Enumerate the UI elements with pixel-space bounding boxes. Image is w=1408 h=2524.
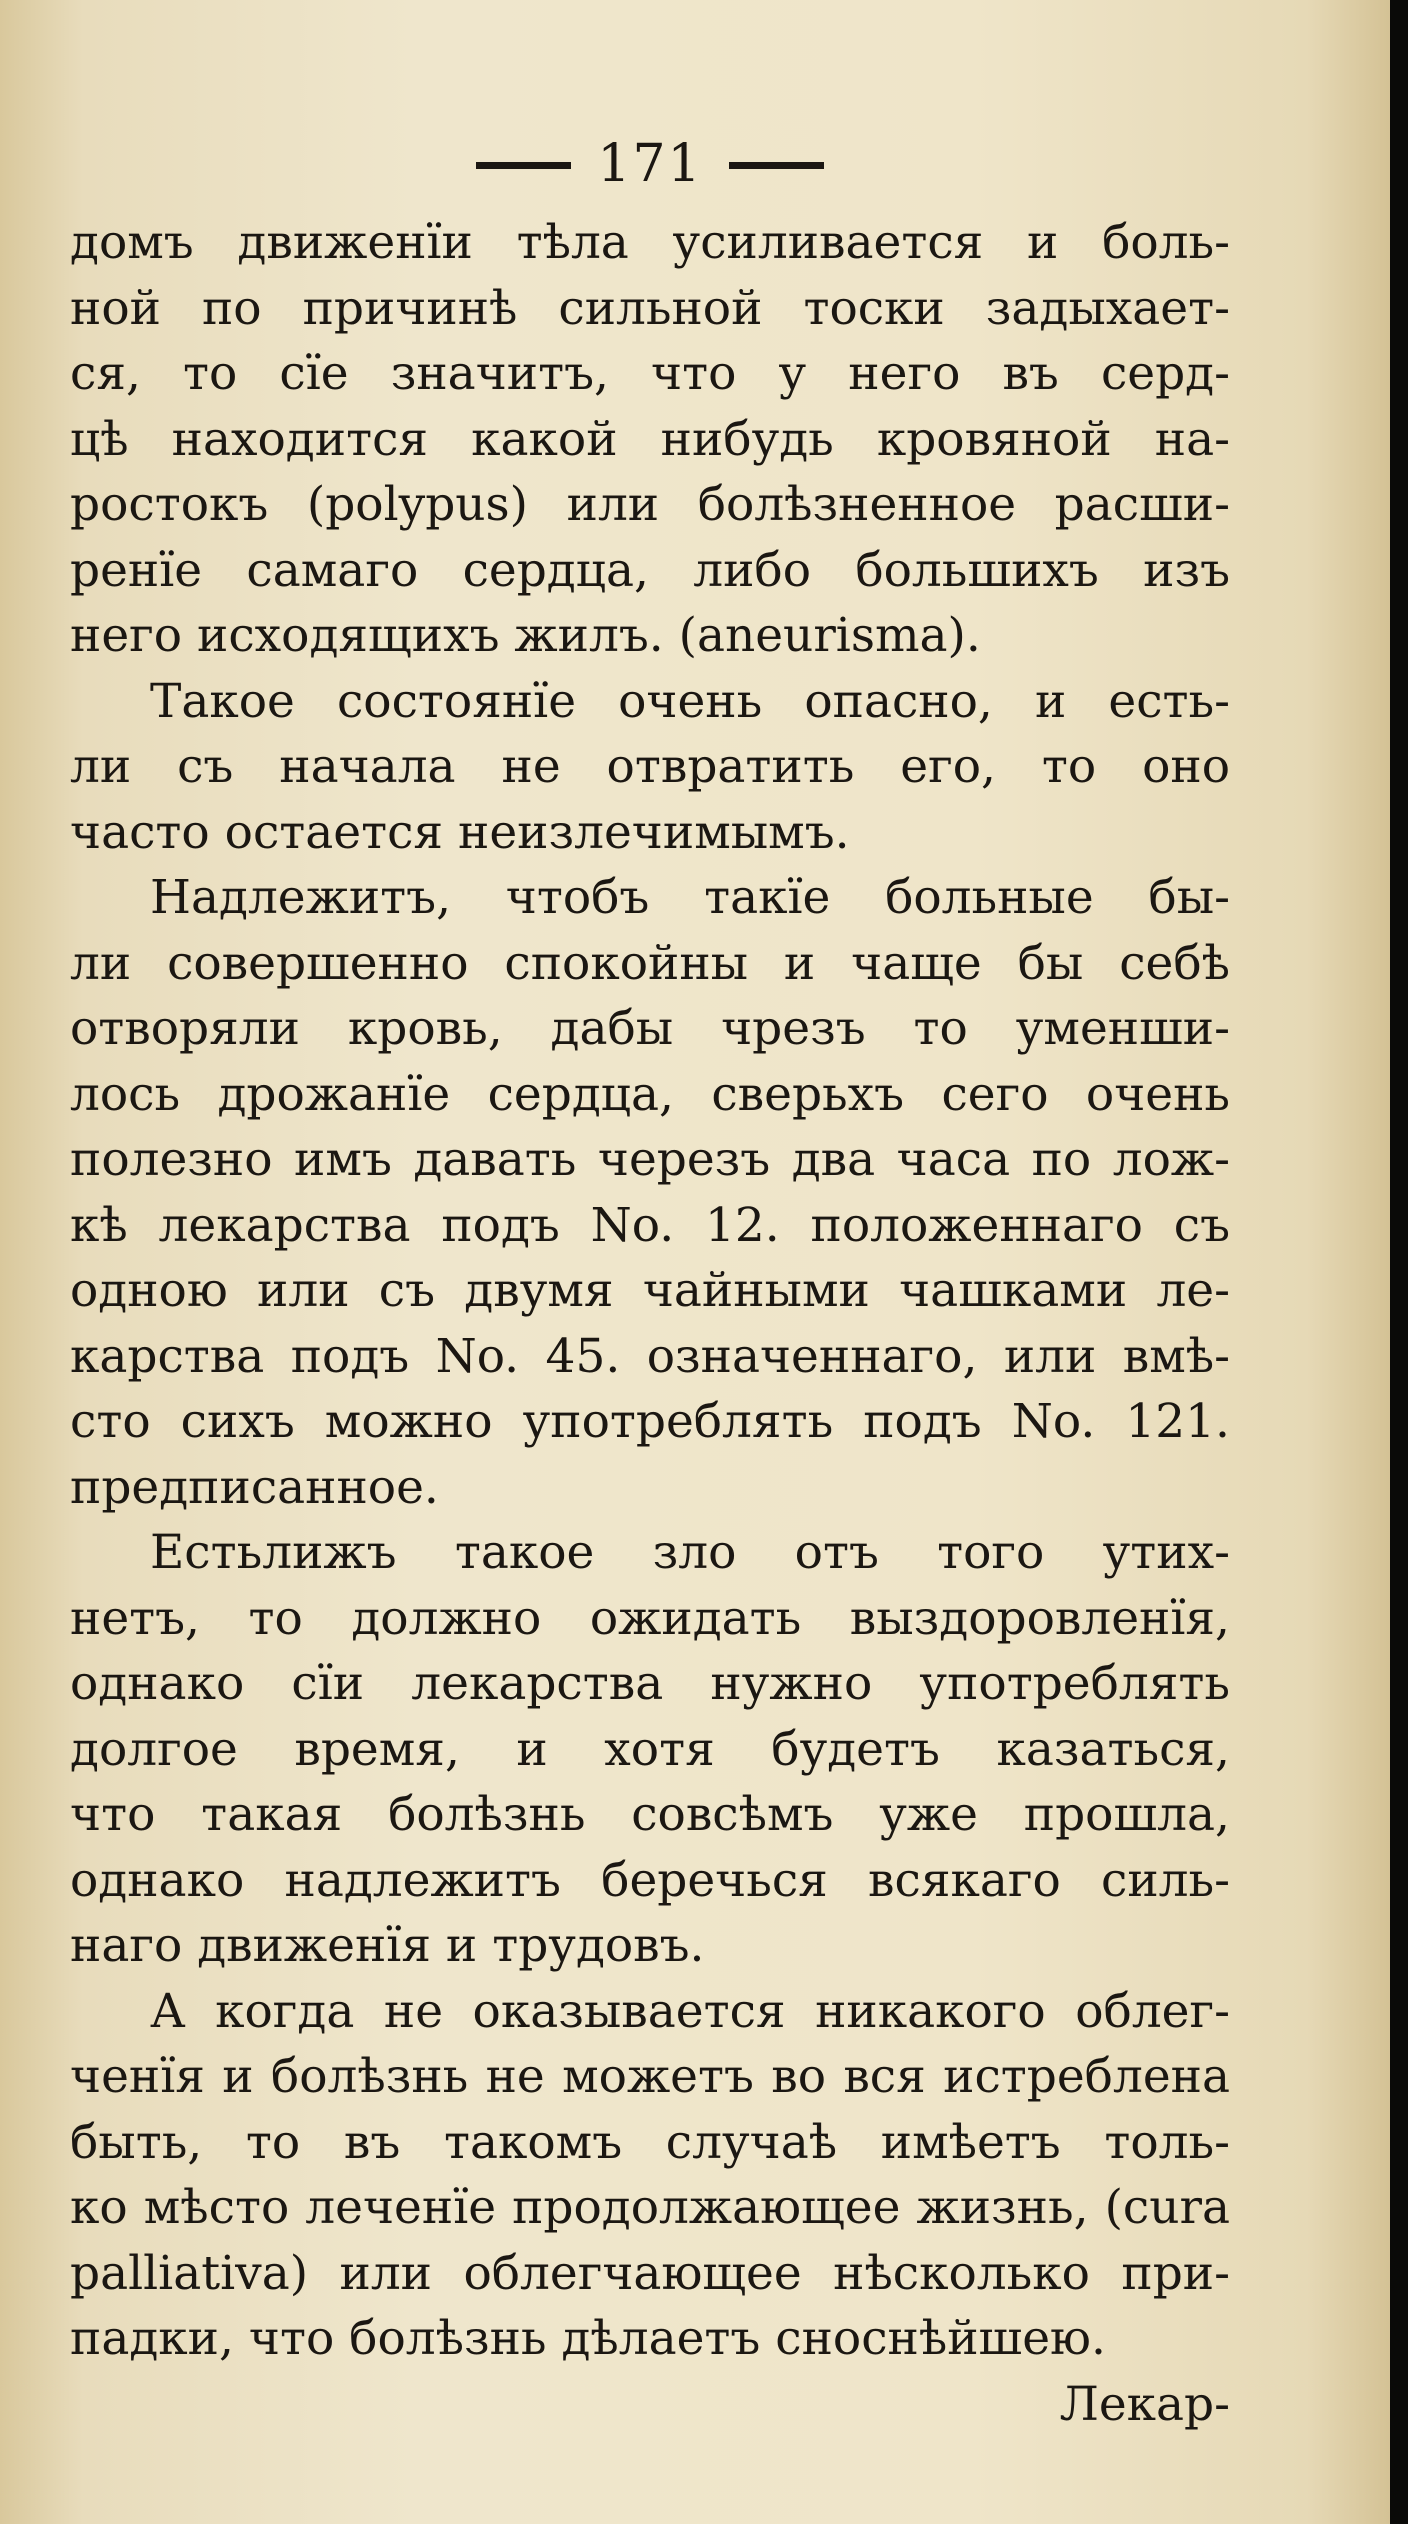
text-line: одною или съ двумя чайными чашками ле- — [70, 1263, 1230, 1318]
text-line: ко мѣсто леченїе продолжающее жизнь, (cura — [70, 2180, 1230, 2235]
page-edge-shadow — [1390, 0, 1408, 2524]
paragraph — [70, 1520, 1230, 1979]
text-line: ли совершенно спокойны и чаще бы себѣ — [70, 935, 1230, 991]
text-line: цѣ находится какой нибудь кровяной на- — [70, 411, 1230, 467]
paragraph — [70, 210, 1230, 669]
paragraph — [70, 865, 1230, 1520]
text-line: долгое время, и хотя будетъ казаться, — [70, 1721, 1230, 1777]
text-line: него исходящихъ жилъ. (aneurisma). — [70, 608, 981, 663]
text-line: ной по причинѣ сильной тоски задыхает- — [70, 280, 1230, 336]
catchword: Лекар- — [1059, 2376, 1230, 2432]
text-line: ренїе самаго сердца, либо большихъ изъ — [70, 542, 1230, 598]
text-line: нетъ, то должно ожидать выздоровленїя, — [70, 1590, 1230, 1646]
header-dash-right — [729, 162, 824, 169]
text-line: А когда не оказывается никакого облег- — [150, 1983, 1230, 2039]
text-line: ченїя и болѣзнь не можетъ во вся истреблена — [70, 2049, 1230, 2104]
text-line: Естьлижъ такое зло отъ того утих- — [150, 1525, 1230, 1580]
text-line: наго движенїя и трудовъ. — [70, 1918, 705, 1973]
text-line: часто остается неизлечимымъ. — [70, 804, 850, 860]
body-text — [70, 210, 1230, 2372]
paragraph — [70, 669, 1230, 866]
text-line: домъ движенїи тѣла усиливается и боль- — [70, 215, 1230, 270]
text-line: быть, то въ такомъ случаѣ имѣетъ толь- — [70, 2114, 1230, 2170]
text-line: что такая болѣзнь совсѣмъ уже прошла, — [70, 1787, 1230, 1842]
text-line: однако сїи лекарства нужно употреблять — [70, 1656, 1230, 1711]
text-line: ся, то сїе значитъ, что у него въ серд- — [70, 346, 1230, 401]
text-line: предписанное. — [70, 1459, 439, 1515]
text-line: полезно имъ давать черезъ два часа по лож- — [70, 1132, 1230, 1187]
text-line: падки, что болѣзнь дѣлаетъ снoснѣйшею. — [70, 2311, 1106, 2366]
page-content — [70, 120, 1230, 2437]
text-line: кѣ лекарства подъ No. 12. положеннаго съ — [70, 1197, 1230, 1253]
page-header — [70, 120, 1230, 210]
text-line: карства подъ No. 45. означеннаго, или вмѣ- — [70, 1328, 1230, 1384]
text-line: сто сихъ можно употреблять подъ No. 121. — [70, 1394, 1230, 1449]
paragraph — [70, 1979, 1230, 2372]
text-line: отворяли кровь, дабы чрезъ то уменши- — [70, 1001, 1230, 1056]
header-dash-left — [476, 162, 571, 169]
text-line: palliativa) или облегчающее нѣсколько при- — [70, 2245, 1230, 2301]
text-line: ростокъ (polypus) или болѣзненное расши- — [70, 477, 1230, 532]
text-line: ли съ начала не отвратить его, то оно — [70, 739, 1230, 794]
text-line: лось дрожанїе сердца, сверьхъ сего очень — [70, 1066, 1230, 1122]
page-number: 171 — [597, 134, 703, 195]
text-line: Такое состоянїе очень опасно, и есть- — [150, 673, 1230, 729]
text-line: Надлежитъ, чтобъ такїе больные бы- — [150, 870, 1230, 925]
text-line: однако надлежитъ беречься всякаго силь- — [70, 1852, 1230, 1908]
